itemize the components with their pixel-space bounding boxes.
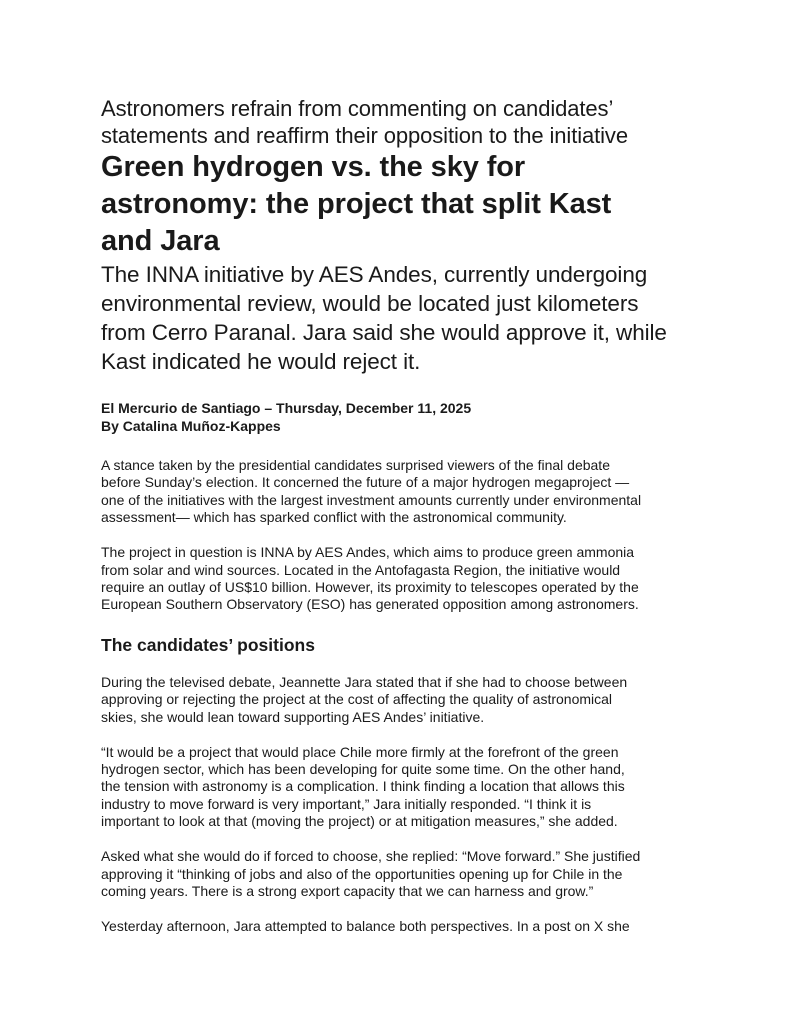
paragraph-1 xyxy=(101,457,701,527)
text-line: Asked what she would do if forced to choose, she replied: “Move forward.” She justified xyxy=(101,848,641,865)
text-line: hydrogen sector, which has been developing for quite some time. On the other hand, xyxy=(101,761,625,778)
kicker-line: statements and reaffirm their opposition to the initiative xyxy=(101,123,628,148)
text-line: important to look at that (moving the project) or at mitigation measures,” she added. xyxy=(101,813,618,830)
deck-line: from Cerro Paranal. Jara said she would approve it, while xyxy=(101,320,667,345)
text-line: The project in question is INNA by AES Andes, which aims to produce green ammonia xyxy=(101,544,635,561)
article-kicker xyxy=(101,95,701,149)
author-line: By Catalina Muñoz-Kappes xyxy=(101,418,281,434)
text-line: Yesterday afternoon, Jara attempted to balance both perspectives. In a post on X she xyxy=(101,918,630,935)
source-line: El Mercurio de Santiago – Thursday, December 11, 2025 xyxy=(101,400,472,416)
text-line: from solar and wind sources. Located in the Antofagasta Region, the initiative would xyxy=(101,561,621,578)
deck-line: environmental review, would be located just kilometers xyxy=(101,291,639,316)
deck-line: The INNA initiative by AES Andes, currently undergoing xyxy=(101,262,648,287)
text-line: assessment— which has sparked conflict with the astronomical community. xyxy=(101,509,567,526)
headline-line: and Jara xyxy=(101,225,220,257)
text-line: approving or rejecting the project at the cost of affecting the quality of astronomical xyxy=(101,691,613,708)
paragraph-5 xyxy=(101,848,701,900)
section-heading: The candidates’ positions xyxy=(101,634,315,655)
text-line: European Southern Observatory (ESO) has generated opposition among astronomers. xyxy=(101,596,639,613)
text-line: approving it “thinking of jobs and also of the opportunities opening up for Chile in the xyxy=(101,865,623,882)
byline xyxy=(101,399,701,435)
text-line: “It would be a project that would place Chile more firmly at the forefront of the green xyxy=(101,743,619,760)
text-line: coming years. There is a strong export capacity that we can harness and grow.” xyxy=(101,883,594,900)
article-page xyxy=(101,95,701,936)
article-headline xyxy=(101,149,701,260)
text-line: industry to move forward is very important,” Jara initially responded. “I think it is xyxy=(101,795,592,812)
kicker-line: Astronomers refrain from commenting on candidates’ xyxy=(101,96,614,121)
text-line: During the televised debate, Jeannette Jara stated that if she had to choose between xyxy=(101,673,628,690)
deck-line: Kast indicated he would reject it. xyxy=(101,349,421,374)
text-line: before Sunday’s election. It concerned the future of a major hydrogen megaproject — xyxy=(101,474,630,491)
paragraph-3 xyxy=(101,674,701,726)
paragraph-6 xyxy=(101,918,701,935)
paragraph-2 xyxy=(101,544,701,614)
text-line: the tension with astronomy is a complication. I think finding a location that allows this xyxy=(101,778,625,795)
text-line: one of the initiatives with the largest investment amounts currently under environmental xyxy=(101,491,642,508)
headline-line: astronomy: the project that split Kast xyxy=(101,188,612,220)
article-deck xyxy=(101,260,701,376)
text-line: A stance taken by the presidential candidates surprised viewers of the final debate xyxy=(101,457,610,473)
text-line: require an outlay of US$10 billion. However, its proximity to telescopes operated by the xyxy=(101,579,639,596)
headline-line: Green hydrogen vs. the sky for xyxy=(101,151,526,183)
text-line: skies, she would lean toward supporting AES Andes’ initiative. xyxy=(101,708,485,725)
paragraph-4 xyxy=(101,744,701,831)
